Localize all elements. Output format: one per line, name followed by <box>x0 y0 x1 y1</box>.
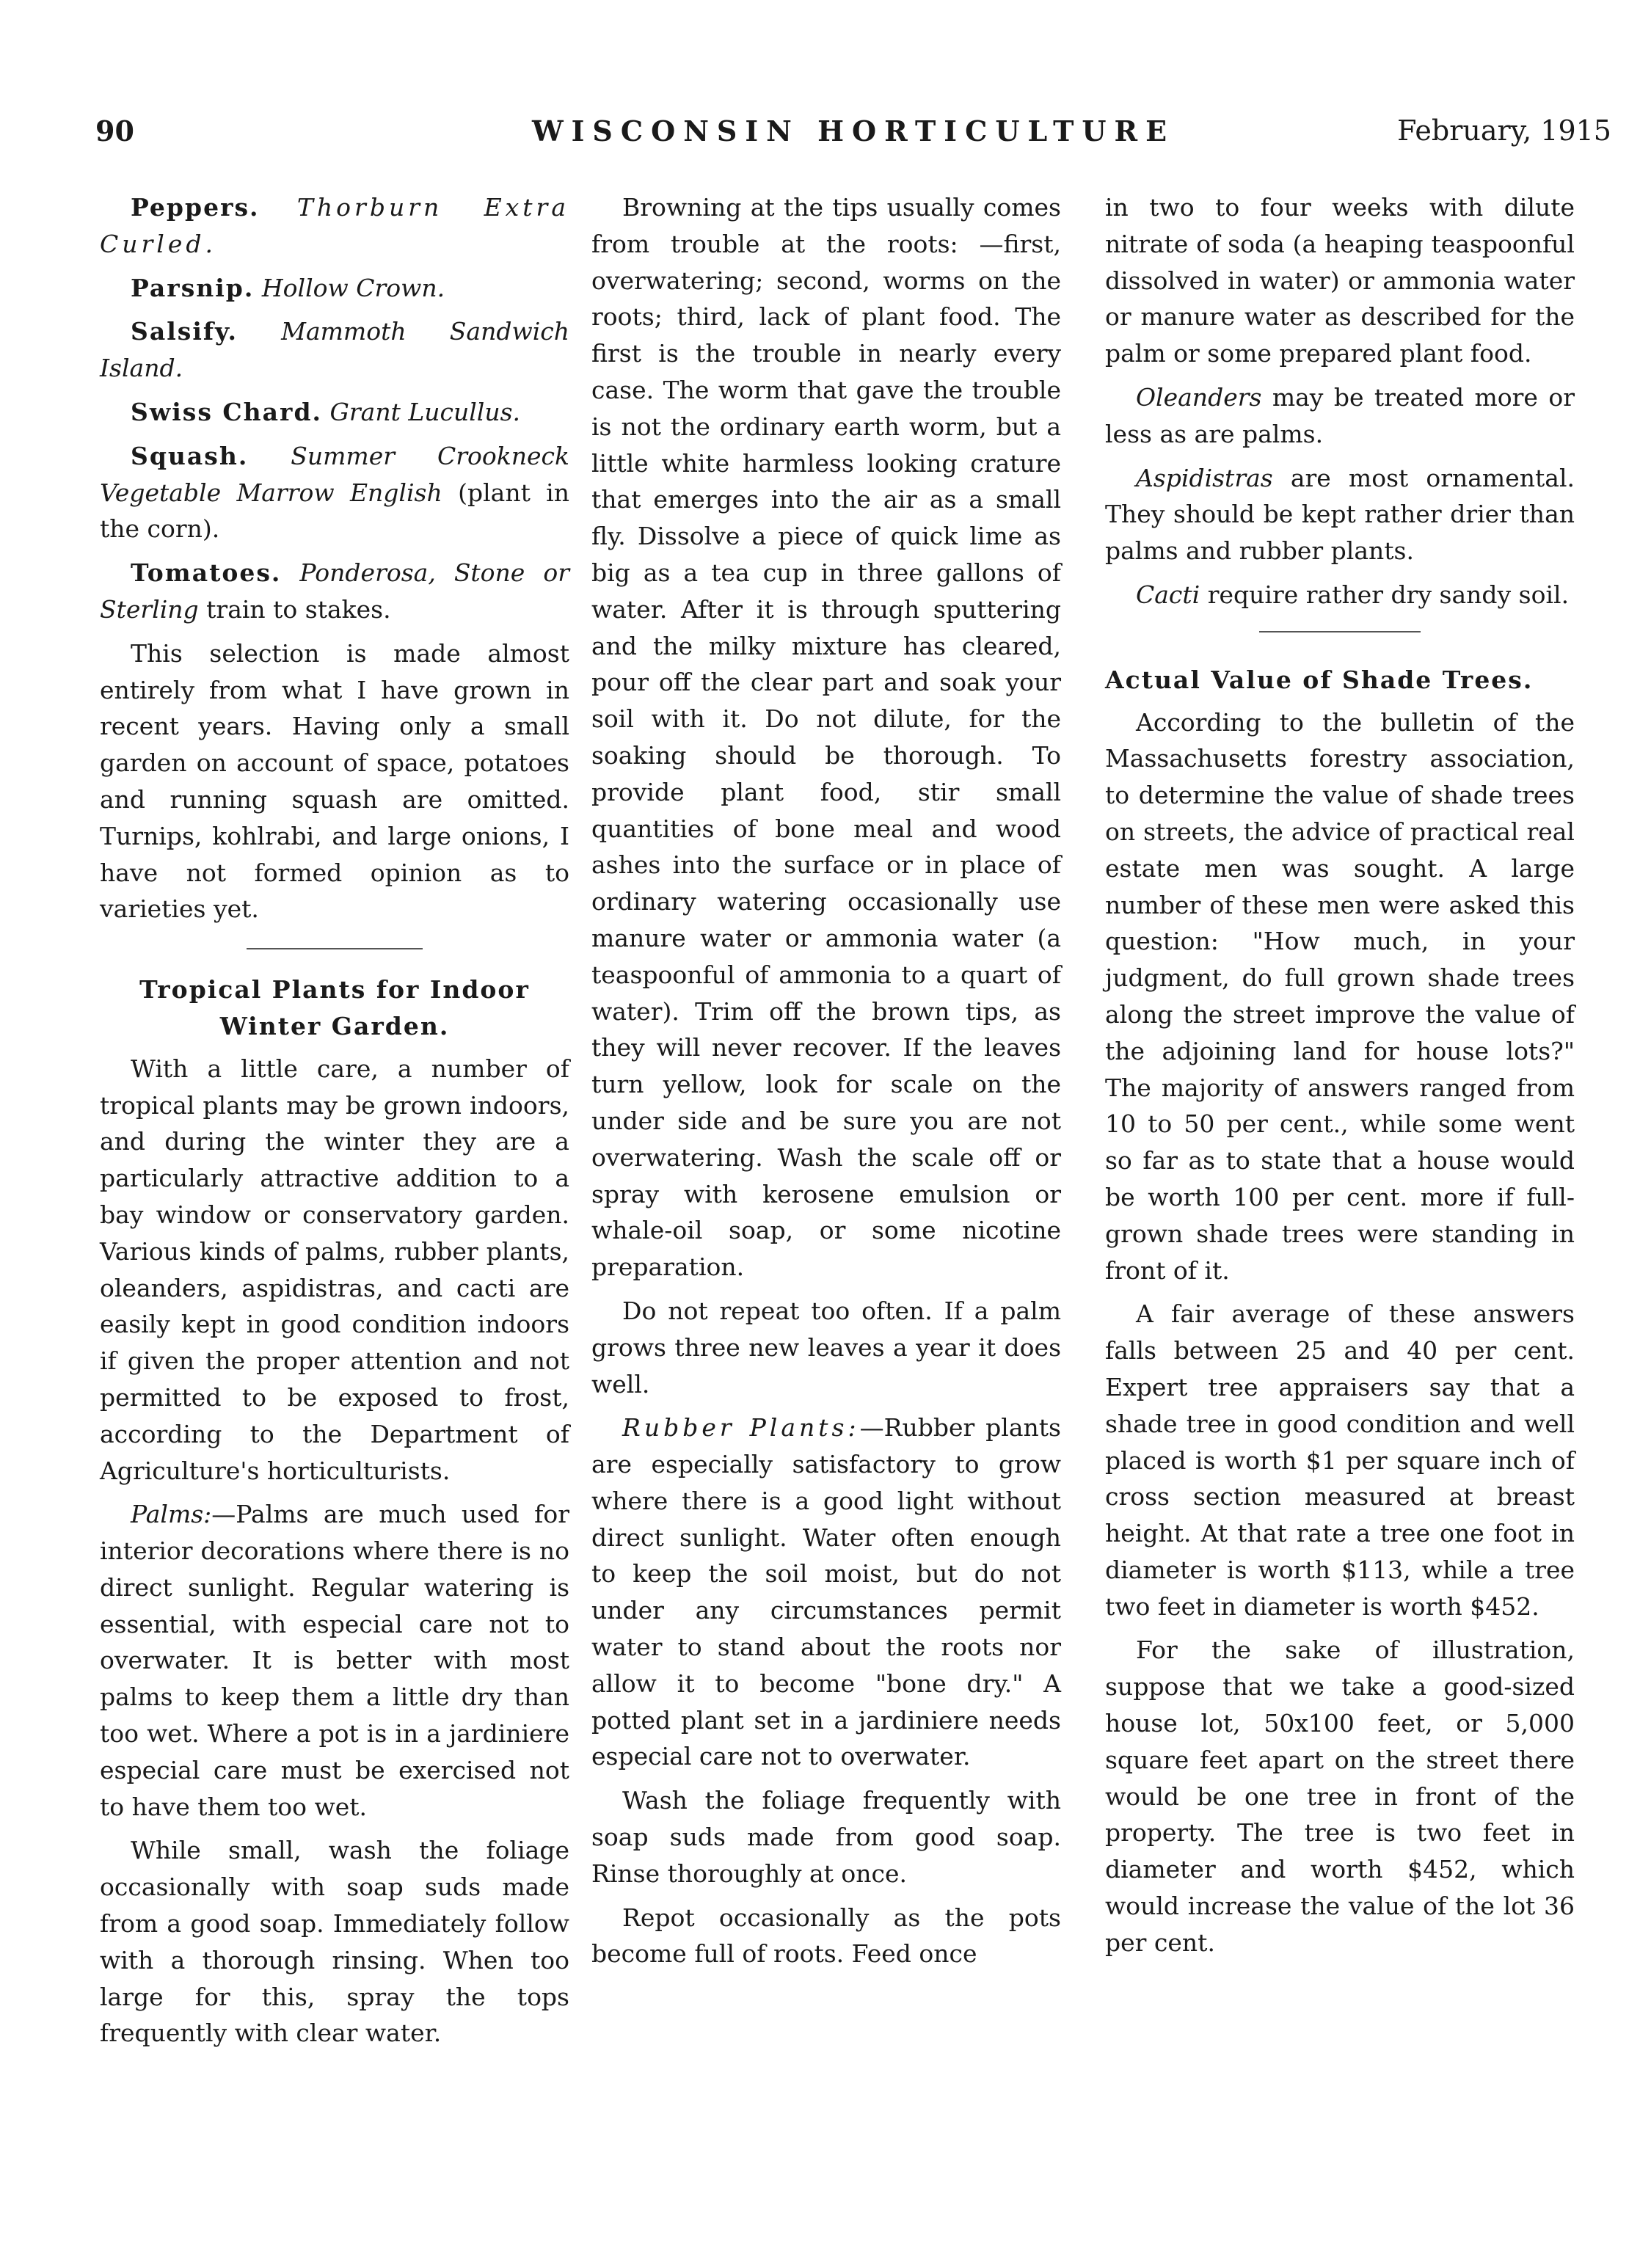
wash-foliage-paragraph-2: Wash the foliage frequently with soap suds made from good soap. Rinse thoroughly at once. <box>591 1786 1061 1888</box>
journal-title: WISCONSIN HORTICULTURE <box>531 114 1176 147</box>
rubber-plants-paragraph: Rubber Plants:—Rubber plants are especially satisfactory to grow where there is a good light without direct sunlight. Water often enough to keep the soil moist, but do not under any circumstances permit water to stand about the roots nor allow it to become "bone dry." A potted plant set in a jardiniere needs especial care not to overwater. <box>591 1413 1061 1771</box>
oleanders-paragraph: Oleanders may be treated more or less as are palms. <box>1105 382 1575 448</box>
selection-paragraph: This selection is made almost entirely from what I have grown in recent years. Having only a small garden on account of space, potatoes and running squash are omitted. Turnips, kohlrabi, and large onions, I have not formed opinion as to varieties yet. <box>100 638 569 924</box>
cacti-paragraph: Cacti require rather dry sandy soil. <box>1136 580 1570 609</box>
repeat-paragraph: Do not repeat too often. If a palm grows three new leaves a year it does well. <box>591 1296 1061 1399</box>
column-2 <box>591 189 1061 1980</box>
variety-entry: Tomatoes. Ponderosa, Stone or Sterling train to stakes. <box>100 558 569 624</box>
variety-entry: Parsnip. Hollow Crown. <box>131 273 445 302</box>
aspidistras-paragraph: Aspidistras are most ornamental. They should be kept rather drier than palms and rubber plants. <box>1105 463 1575 566</box>
browning-paragraph: Browning at the tips usually comes from trouble at the roots: —first, overwatering; second, worms on the roots; third, lack of plant food. The first is the trouble in nearly every case. The worm that gave the trouble is not the ordinary earth worm, but a little white harmless looking crature that emerges into the air as a small fly. Dissolve a piece of quick lime as big as a tea cup in three gallons of water. After it is through sputtering and the milky mixture has cleared, pour off the clear part and soak your soil with it. Do not dilute, for the soaking should be thorough. To provide plant food, stir small quantities of bone meal and wood ashes into the surface or in place of ordinary watering occasionally use manure water or ammonia water (a teaspoonful of ammonia to a quart of water). Trim off the brown tips, as they will never recover. If the leaves turn yellow, look for scale on the under side and be sure you are not overwatering. Wash the scale off or spray with kerosene emulsion or whale-oil soap, or some nicotine preparation. <box>591 193 1061 1282</box>
variety-entry: Salsify. Mammoth Sandwich Island. <box>100 317 569 383</box>
feed-continuation-paragraph: in two to four weeks with dilute nitrate of soda (a heaping teaspoonful dissolved in water) or ammonia water or manure water as described for the palm or some prepared plant food. <box>1105 193 1575 368</box>
column-3 <box>1105 189 1575 1969</box>
palms-paragraph: Palms:—Palms are much used for interior decorations where there is no direct sunlight. Regular watering is essential, with especial care not to overwater. It is better with most palms to keep them a little dry than too wet. Where a pot is in a jardiniere especial care must be exercised not to have them too wet. <box>100 1500 569 1821</box>
page-number: 90 <box>95 114 134 147</box>
variety-entry: Swiss Chard. Grant Lucullus. <box>131 397 521 426</box>
issue-date: February, 1915 <box>1397 114 1611 147</box>
shade-trees-paragraph-1: According to the bulletin of the Massachusetts forestry association, to determine the value of shade trees on streets, the advice of practical real estate men was sought. A large number of these men were asked this question: "How much, in your judgment, do full grown shade trees along the street improve the value of the adjoining land for house lots?" The majority of answers ranged from 10 to 50 per cent., while some went so far as to state that a house would be worth 100 per cent. more if full-grown shade trees were standing in front of it. <box>1105 707 1575 1285</box>
shade-trees-paragraph-3: For the sake of illustration, suppose that we take a good-sized house lot, 50x100 feet, or 5,000 square feet apart on the street there would be one tree in front of the property. The tree is two feet in diameter and worth $452, which would increase the value of the lot 36 per cent. <box>1105 1636 1575 1957</box>
shade-trees-heading: Actual Value of Shade Trees. <box>1105 665 1534 694</box>
variety-entry: Peppers. Thorburn Extra Curled. <box>100 193 569 258</box>
column-1 <box>100 189 569 2059</box>
tropical-intro-paragraph: With a little care, a number of tropical plants may be grown indoors, and during the winter they are a particularly attractive addition to a bay window or conservatory garden. Various kinds of palms, rubber plants, oleanders, aspidistras, and cacti are easily kept in good condition indoors if given the proper attention and not permitted to be exposed to frost, according to the Department of Agriculture's horticulturists. <box>100 1054 569 1485</box>
variety-entry: Squash. Summer Crookneck Vegetable Marrow English (plant in the corn). <box>100 441 569 544</box>
section-divider <box>247 948 423 949</box>
section-divider-2 <box>1259 631 1421 632</box>
shade-trees-paragraph-2: A fair average of these answers falls between 25 and 40 per cent. Expert tree appraisers say that a shade tree in good condition and well placed is worth $1 per square inch of cross section measured at breast height. At that rate a tree one foot in diameter is worth $113, while a tree two feet in diameter is worth $452. <box>1105 1299 1575 1621</box>
tropical-plants-heading: Tropical Plants for Indoor Winter Garden. <box>139 975 530 1040</box>
repot-paragraph: Repot occasionally as the pots become full of roots. Feed once <box>591 1903 1061 1969</box>
page-header <box>95 114 1611 158</box>
wash-foliage-paragraph: While small, wash the foliage occasionally with soap suds made from a good soap. Immediately follow with a thorough rinsing. When too large for this, spray the tops frequently with clear water. <box>100 1836 569 2048</box>
